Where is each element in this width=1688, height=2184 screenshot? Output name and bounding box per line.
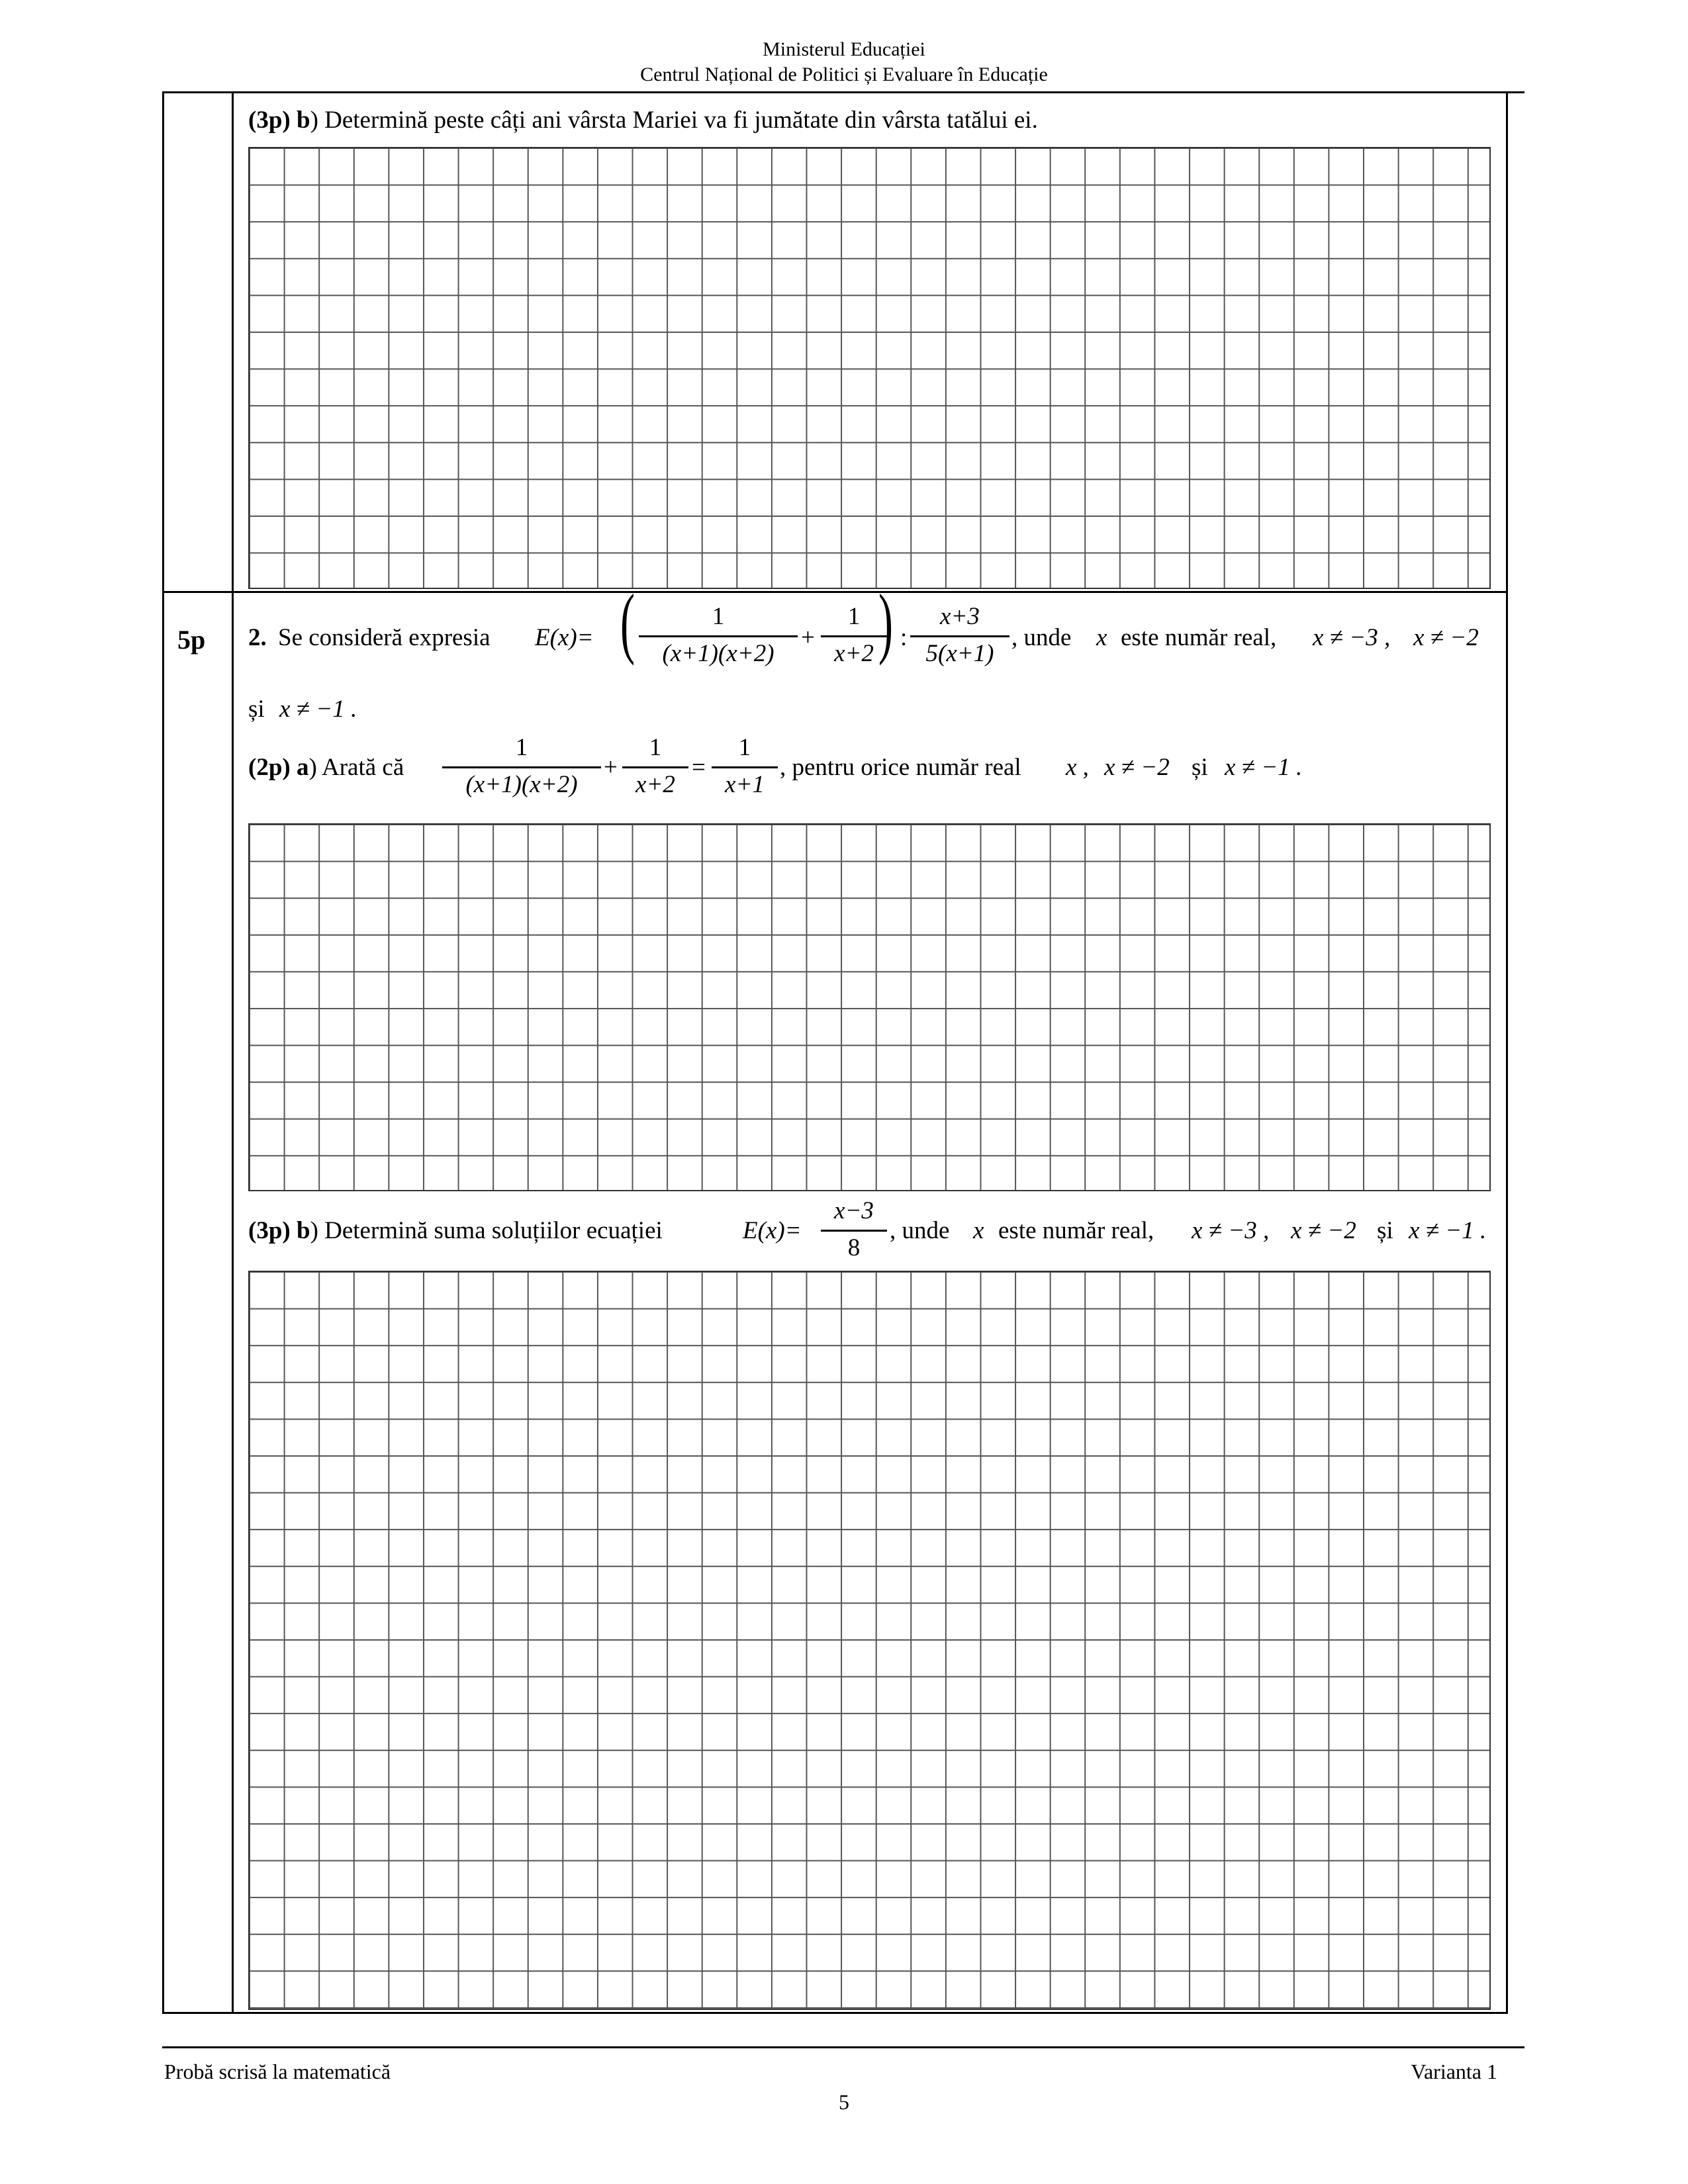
page-number: 5	[839, 2090, 849, 2114]
q2-f3-num: x+3	[940, 603, 980, 630]
q2b-cond1: x ≠ −3 ,	[1192, 1217, 1270, 1244]
footer-variant: Varianta 1	[1411, 2060, 1497, 2083]
q2b-f-bar	[821, 1230, 887, 1232]
answer-grid-q2a[interactable]	[248, 823, 1491, 1191]
q2-intro: Se consideră expresia	[278, 624, 491, 651]
q2-colon: :	[900, 624, 908, 651]
q2b-lhs: E(x)=	[743, 1217, 802, 1244]
q2a-f2-den: x+2	[635, 771, 675, 798]
q2-expr-lhs: E(x)=	[535, 624, 594, 651]
q2a-var: x ,	[1066, 754, 1089, 781]
q2a-f3-bar	[712, 766, 778, 768]
q2a-plus: +	[604, 754, 618, 781]
q1b-text: ) Determină peste câți ani vârsta Mariei va fi jumătate din vârsta tatălui ei.	[310, 107, 1038, 134]
q2-line2-cond: x ≠ −1 .	[279, 696, 357, 723]
q2a-f2-num: 1	[649, 734, 662, 761]
q2-f2-den: x+2	[834, 640, 874, 667]
q2a-cond2: x ≠ −1 .	[1225, 754, 1303, 781]
q2a-f3-den: x+1	[725, 771, 765, 798]
q2a-cond1: x ≠ −2	[1104, 754, 1170, 781]
header-ministry: Ministerul Educației	[763, 38, 925, 60]
q2a-eq: =	[692, 754, 706, 781]
q2-var: x	[1096, 624, 1107, 651]
q2-after: , unde	[1011, 624, 1072, 651]
q2-f1-bar	[639, 635, 798, 637]
q2b-text: ) Determină suma soluțiilor ecuației	[310, 1217, 663, 1244]
q2-cond2: x ≠ −2	[1413, 624, 1479, 651]
header-rule	[162, 91, 1524, 93]
q1b-statement	[248, 106, 1038, 135]
q2b-tail1: , unde	[890, 1217, 950, 1244]
table-score-divider	[232, 91, 234, 2014]
q2a-f1-num: 1	[515, 734, 528, 761]
answer-grid-q2b[interactable]	[248, 1271, 1491, 2010]
q2-open-paren: (	[620, 578, 635, 666]
q2b-points: (3p)	[248, 1217, 291, 1244]
q2-f2-bar	[821, 635, 887, 637]
q1b-points: (3p)	[248, 107, 291, 134]
header-center: Centrul Național de Politici și Evaluare în Educație	[640, 64, 1048, 85]
q2a-points: (2p)	[248, 754, 291, 781]
q2a-f1-bar	[442, 766, 601, 768]
q2b-var: x	[973, 1217, 984, 1244]
q2b-f-num: x−3	[834, 1197, 874, 1224]
q2b-letter: b	[296, 1217, 310, 1244]
q2-f2-num: 1	[847, 603, 861, 630]
table-right-border	[1506, 91, 1508, 2014]
q2b-f-den: 8	[847, 1234, 861, 1261]
q2-f1-den: (x+1)(x+2)	[662, 640, 774, 667]
q2-f1-num: 1	[712, 603, 725, 630]
q2-cond1: x ≠ −3 ,	[1313, 624, 1391, 651]
q2-close-paren: )	[878, 578, 893, 666]
footer-exam-name: Probă scrisă la matematică	[164, 2060, 391, 2083]
answer-grid-q1b[interactable]	[248, 147, 1491, 589]
score-label: 5p	[177, 625, 206, 655]
q2-f3-den: 5(x+1)	[925, 640, 994, 667]
q2a-f2-bar	[622, 766, 688, 768]
q2b-cond3: x ≠ −1 .	[1409, 1217, 1487, 1244]
q2a-statement	[248, 753, 404, 782]
q2-number	[248, 623, 267, 653]
table-left-border	[162, 91, 164, 2014]
q2b-si: și	[1377, 1217, 1393, 1244]
q2-plus: +	[801, 624, 815, 651]
table-bottom-border	[162, 2012, 1508, 2014]
q2a-text: ) Arată că	[308, 754, 404, 781]
q2b-tail2: este număr real,	[998, 1217, 1154, 1244]
q2-f3-bar	[910, 635, 1009, 637]
q2a-f1-den: (x+1)(x+2)	[465, 771, 578, 798]
q2-number-text: 2.	[248, 624, 267, 651]
q2-line2-si: și	[248, 696, 265, 723]
q2b-cond2: x ≠ −2	[1291, 1217, 1356, 1244]
q1b-letter: b	[296, 107, 310, 134]
table-row-divider	[162, 591, 1508, 593]
q2a-tail1: , pentru orice număr real	[780, 754, 1021, 781]
q2-after2: este număr real,	[1121, 624, 1277, 651]
q2a-si: și	[1192, 754, 1208, 781]
q2b-statement	[248, 1216, 663, 1246]
q2a-f3-num: 1	[738, 734, 751, 761]
footer-rule	[162, 2046, 1524, 2048]
q2a-letter: a	[296, 754, 309, 781]
